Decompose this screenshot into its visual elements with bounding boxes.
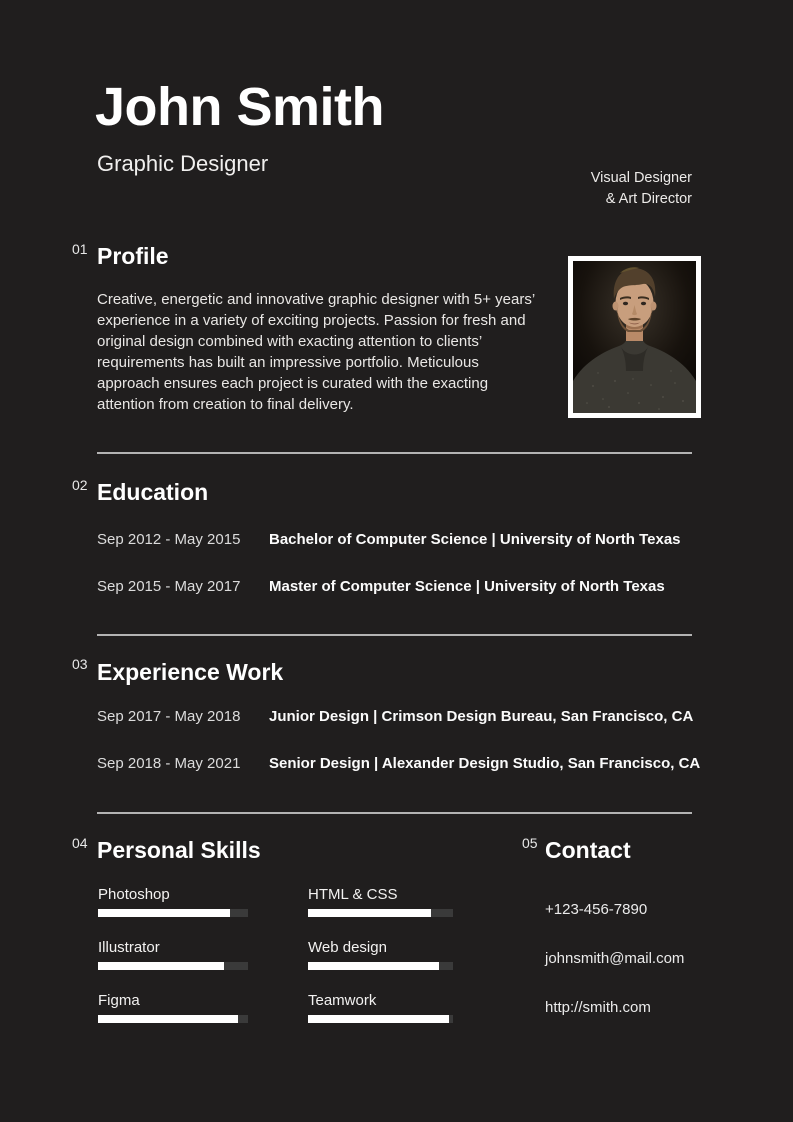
skill-progress-bar xyxy=(98,962,248,970)
education-detail: Master of Computer Science | University of North Texas xyxy=(269,578,665,595)
experience-row xyxy=(97,708,700,725)
education-period: Sep 2015 - May 2017 xyxy=(97,578,241,595)
skill-label: Web design xyxy=(308,939,387,956)
section-number-education: 02 xyxy=(72,477,88,493)
experience-row xyxy=(97,755,700,772)
skill-progress-bar xyxy=(308,909,453,917)
tagline-line-2: & Art Director xyxy=(605,191,692,207)
skill-item xyxy=(98,939,248,970)
education-period: Sep 2012 - May 2015 xyxy=(97,531,241,548)
skill-item xyxy=(308,939,453,970)
skill-progress-fill xyxy=(308,909,431,917)
contact-email: johnsmith@mail.com xyxy=(545,950,685,967)
profile-photo xyxy=(568,256,701,418)
education-row xyxy=(97,578,681,595)
skills-column-left xyxy=(98,886,248,1045)
skill-progress-fill xyxy=(98,1015,238,1023)
contact-list xyxy=(545,900,684,1047)
education-list xyxy=(97,531,681,625)
experience-period: Sep 2018 - May 2021 xyxy=(97,755,241,772)
skill-progress-bar xyxy=(98,1015,248,1023)
skill-label: Teamwork xyxy=(308,992,377,1009)
skill-progress-bar xyxy=(98,909,248,917)
section-divider xyxy=(97,812,692,814)
skill-label: HTML & CSS xyxy=(308,886,398,903)
skill-item xyxy=(98,886,248,917)
skill-label: Photoshop xyxy=(98,886,170,903)
skill-item xyxy=(98,992,248,1023)
section-title-contact: Contact xyxy=(545,837,631,863)
skill-item xyxy=(308,886,453,917)
experience-list xyxy=(97,708,700,802)
skill-label: Illustrator xyxy=(98,939,160,956)
contact-website: http://smith.com xyxy=(545,999,651,1016)
experience-period: Sep 2017 - May 2018 xyxy=(97,708,241,725)
section-number-experience: 03 xyxy=(72,656,88,672)
tagline xyxy=(591,168,692,210)
section-number-skills: 04 xyxy=(72,835,88,851)
section-title-experience: Experience Work xyxy=(97,659,284,685)
portrait-illustration xyxy=(573,261,696,413)
skill-progress-fill xyxy=(98,962,224,970)
contact-phone: +123-456-7890 xyxy=(545,901,648,918)
section-number-profile: 01 xyxy=(72,241,88,257)
job-role: Graphic Designer xyxy=(97,151,269,176)
experience-detail: Junior Design | Crimson Design Bureau, San Francisco, CA xyxy=(269,708,694,725)
skills-column-right xyxy=(308,886,453,1045)
education-detail: Bachelor of Computer Science | University of North Texas xyxy=(269,531,681,548)
section-number-contact: 05 xyxy=(522,835,538,851)
section-title-education: Education xyxy=(97,479,209,505)
page-title: John Smith xyxy=(95,77,384,137)
section-divider xyxy=(97,634,692,636)
section-divider xyxy=(97,452,692,454)
section-title-profile: Profile xyxy=(97,243,169,269)
skill-item xyxy=(308,992,453,1023)
skill-progress-fill xyxy=(308,1015,449,1023)
skill-progress-fill xyxy=(308,962,439,970)
skill-label: Figma xyxy=(98,992,140,1009)
education-row xyxy=(97,531,681,548)
skill-progress-bar xyxy=(308,1015,453,1023)
section-title-skills: Personal Skills xyxy=(97,837,261,863)
tagline-line-1: Visual Designer xyxy=(590,170,692,186)
skill-progress-fill xyxy=(98,909,230,917)
experience-detail: Senior Design | Alexander Design Studio, San Francisco, CA xyxy=(269,755,701,772)
profile-summary: Creative, energetic and innovative graphic designer with 5+ years’ experience in a variety of exciting projects. Passion for fresh and original design combined with exacting attention to clients’ requirements has built an impressive portfolio. Meticulous approach ensures each project is curated with the exacting attention from creation to final delivery. xyxy=(97,291,535,413)
skill-progress-bar xyxy=(308,962,453,970)
